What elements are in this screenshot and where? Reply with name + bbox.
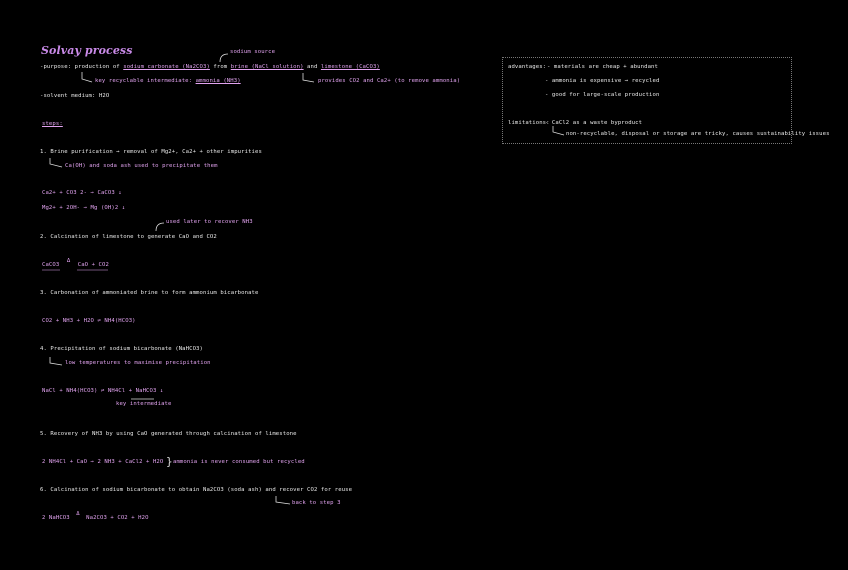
solvent-line: -solvent medium: H2O: [40, 93, 110, 99]
purpose-line: [40, 64, 380, 70]
limitations-label: limitations:: [508, 120, 550, 126]
advantages-label: advantages:: [508, 64, 547, 70]
advantage-2: - ammonia is expensive → recycled: [545, 78, 660, 84]
delta-symbol: Δ: [76, 511, 80, 517]
equation-2: Mg2+ + 2OH- → Mg (OH)2 ↓: [42, 205, 126, 211]
step-6-note: back to step 3: [292, 500, 341, 506]
equation-1: Ca2+ + CO3 2- → CaCO3 ↓: [42, 190, 122, 196]
advantage-3: - good for large-scale production: [545, 92, 660, 98]
note-sodium-source: sodium source: [230, 49, 276, 55]
equation-7: [42, 511, 149, 521]
brace-icon: }: [166, 455, 173, 468]
equation-3: [42, 258, 109, 268]
purpose-product: sodium carbonate (Na2CO3): [123, 64, 210, 70]
purpose-brine: brine (NaCl solution): [230, 64, 304, 70]
equation-7-right: Na2CO3 + CO2 + H2O: [86, 515, 149, 521]
advantage-1: - materials are cheap + abundant: [547, 64, 658, 70]
step-4: 4. Precipitation of sodium bicarbonate (NaHCO3): [40, 346, 203, 352]
equation-3-right: CaO + CO2: [77, 262, 109, 268]
note-key-intermediate: [95, 78, 241, 84]
equation-6-note: ammonia is never consumed but recycled: [173, 459, 305, 465]
delta-symbol: Δ: [66, 258, 71, 264]
purpose-from: from: [209, 64, 231, 70]
limitation-1: - CaCl2 as a waste byproduct: [545, 120, 643, 126]
purpose-and: and: [303, 64, 321, 70]
note-ammonia: ammonia (NH3): [195, 78, 241, 84]
page-title: Solvay process: [41, 44, 133, 57]
note-key-label: key recyclable intermediate:: [95, 78, 196, 84]
step-2-note: used later to recover NH3: [166, 219, 253, 225]
equation-4: CO2 + NH3 + H2O ⇌ NH4(HCO3): [42, 318, 136, 324]
equation-5-note: key intermediate: [116, 401, 172, 407]
equation-5: NaCl + NH4(HCO3) ⇌ NH4Cl + NaHCO3 ↓: [42, 388, 164, 394]
equation-6: 2 NH4Cl + CaO → 2 NH3 + CaCl2 + H2O: [42, 459, 164, 465]
purpose-prefix: -purpose: production of: [40, 64, 124, 70]
limitation-2: non-recyclable, disposal or storage are tricky, causes sustainability issues: [566, 131, 830, 137]
equation-7-left: 2 NaHCO3: [42, 515, 70, 521]
step-6: 6. Calcination of sodium bicarbonate to obtain Na2CO3 (soda ash) and recover CO2 for reuse: [40, 487, 353, 493]
note-provides: provides CO2 and Ca2+ (to remove ammonia): [318, 78, 461, 84]
step-3: 3. Carbonation of ammoniated brine to form ammonium bicarbonate: [40, 290, 259, 296]
step-1: 1. Brine purification → removal of Mg2+, Ca2+ + other impurities: [40, 149, 262, 155]
step-2: 2. Calcination of limestone to generate CaO and CO2: [40, 234, 217, 240]
step-4-note: low temperatures to maximise precipitation: [65, 360, 211, 366]
steps-label: steps:: [42, 121, 63, 127]
purpose-limestone: limestone (CaCO3): [320, 64, 380, 70]
equation-3-left: CaCO3: [42, 262, 60, 268]
step-5: 5. Recovery of NH3 by using CaO generated through calcination of limestone: [40, 431, 297, 437]
step-1-note: Ca(OH) and soda ash used to precipitate them: [65, 163, 218, 169]
